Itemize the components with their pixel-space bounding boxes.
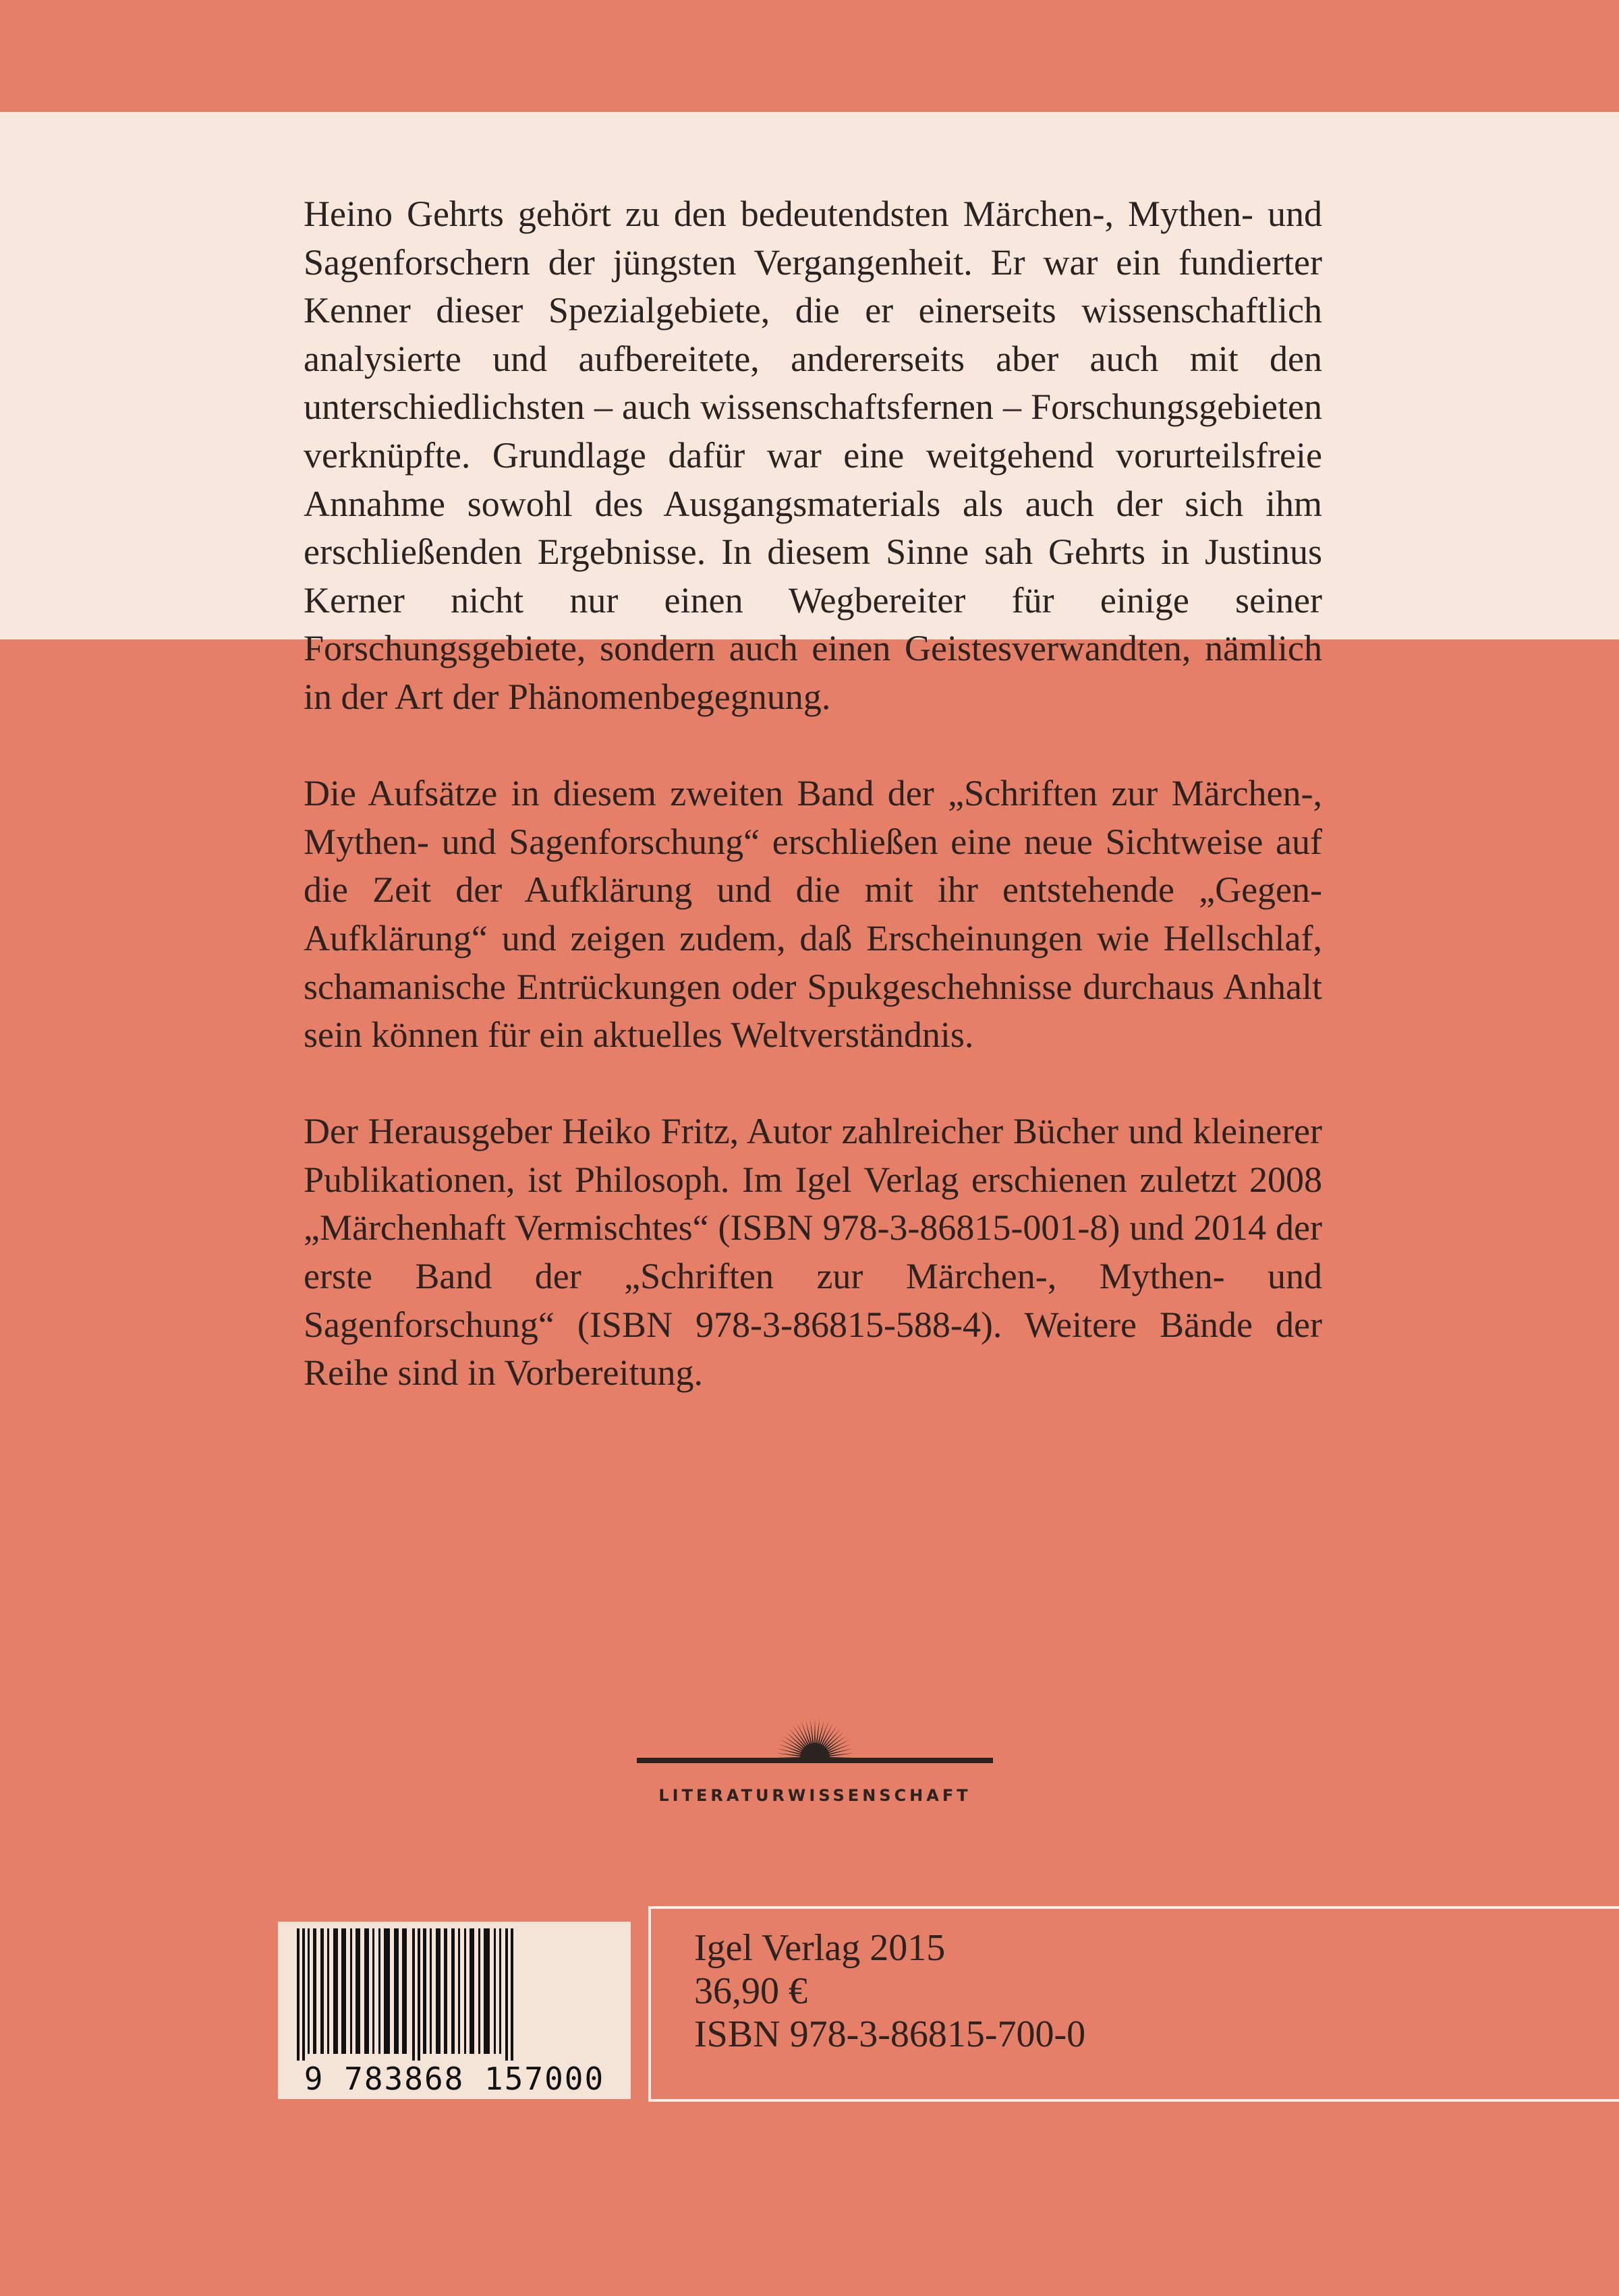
logo-label: LITERATURWISSENSCHAFT [658,1786,971,1805]
isbn-barcode [278,1922,631,2099]
blurb-paragraph-3: Der Herausgeber Heiko Fritz, Autor zahlreicher Bücher und kleinerer Publikationen, ist Philosoph. Im Igel Verlag erschienen zuletzt 2008 „Märchenhaft Vermischtes“ (ISBN 978-3-86815-001-8) und 2014 der erste Band der „Schriften zur Märchen-, Mythen- und Sagenforschung“ (ISBN 978-3-86815-588-4). Weitere Bände der Reihe sind in Vorbereitung. [304,1111,1322,1394]
series-logo [637,1700,993,1820]
blurb-paragraph-2: Die Aufsätze in diesem zweiten Band der „Schriften zur Märchen-, Mythen- und Sagenforschung“ erschließen eine neue Sichtweise auf die Zeit der Aufklärung und die mit ihr entstehende „Gegen-Aufklärung“ und zeigen zudem, daß Erscheinungen wie Hellschlaf, schamanische Entrückungen oder Spukgeschehnisse durchaus Anhalt sein können für ein aktuelles Weltverständnis. [304,773,1322,1056]
publication-info-box [648,1906,1619,2102]
isbn-line: ISBN 978-3-86815-700-0 [694,2013,1086,2055]
barcode-bars [278,1922,631,2061]
price-line: 36,90 € [694,1970,807,2012]
barcode-digits: 9 783868 157000 [304,2061,605,2097]
blurb-paragraph-1: Heino Gehrts gehört zu den bedeutendsten Märchen-, Mythen- und Sagenforschern der jüngsten Vergangenheit. Er war ein fundierter Kenner dieser Spezialgebiete, die er einerseits wissenschaftlich analysierte und aufbereitete, andererseits aber auch mit den unterschiedlichsten – auch wissenschaftsfernen – Forschungsgebieten verknüpfte. Grundlage dafür war eine weitgehend vorurteilsfreie Annahme sowohl des Ausgangsmaterials als auch der sich ihm erschließenden Ergebnisse. In diesem Sinne sah Gehrts in Justinus Kerner nicht nur einen Wegbereiter für einige seiner Forschungsgebiete, sondern auch einen Geistesverwandten, nämlich in der Art der Phänomenbegegnung. [304,194,1322,717]
blurb-text [304,190,1322,1398]
sunburst-icon [637,1700,993,1781]
publisher-line: Igel Verlag 2015 [694,1927,946,1969]
